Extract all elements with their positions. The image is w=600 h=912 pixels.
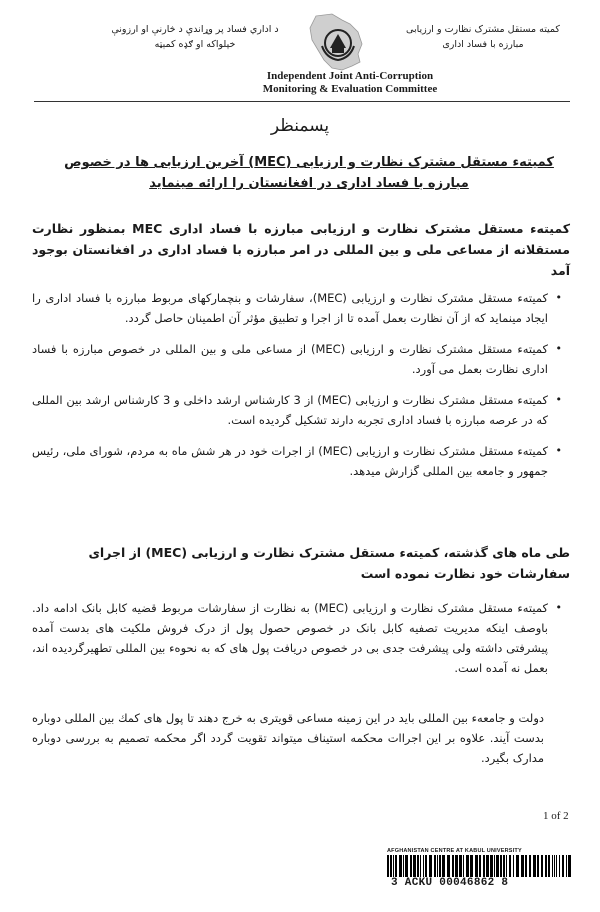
barcode-bar [554, 855, 555, 877]
barcode-bar [423, 855, 424, 877]
barcode-bar [566, 855, 567, 877]
header-dari-committee-name: کمیته مستقل مشترک نظارت و ارزیابی مبارزه با فساد اداری [406, 24, 560, 50]
barcode-bar [434, 855, 436, 877]
barcode-bar [463, 855, 464, 877]
intro-paragraph: کمیتهء مستقل مشترک نظارت و ارزیابی مبارزه با فساد اداری MEC بمنظور نظارت مستقلانه از مساعی ملی و بین المللی در امر مبارزه با فساد اداری در افغانستان بوجود آمد [32, 221, 570, 278]
barcode-bar [548, 855, 550, 877]
closing-paragraph: دولت و جامعهء بین المللی باید در این زمینه مساعی قویتری به خرج دهند تا پول های کمك بین المللی دوباره بدست آیند. علاوه بر این اجراات محکمه استیناف میتواند تقویت گردد اگر محکمه تصمیم به بررسی دوباره مدارک بگیرد. [32, 711, 544, 765]
barcode-bar [395, 855, 397, 877]
barcode-bar [521, 855, 524, 877]
bullet-dot-icon: • [555, 444, 562, 457]
barcode-bar [525, 855, 527, 877]
barcode-bar [516, 855, 519, 877]
header-pashto-committee-name: د اداري فساد پر وړاندې د څارنې او ارزونې خپلواکه او ګډه کمېټه [111, 24, 279, 50]
barcode-bar [506, 855, 507, 877]
barcode-bar [475, 855, 478, 877]
bullet-dot-icon: • [555, 601, 562, 614]
library-stamp-label: AFGHANISTAN CENTRE AT KABUL UNIVERSITY [387, 848, 522, 854]
barcode-number: 3 ACKU 00046862 8 [391, 877, 509, 889]
bullet-dot-icon: • [555, 342, 562, 355]
bullet-list-kabul-bank [32, 598, 562, 689]
barcode-bar [509, 855, 511, 877]
barcode-bar [420, 855, 421, 877]
barcode-bar [503, 855, 505, 877]
page-number: 1 of 2 [543, 810, 569, 822]
barcode-bar [417, 855, 419, 877]
barcode-bar [439, 855, 441, 877]
barcode-bar [459, 855, 462, 877]
barcode-bar [483, 855, 485, 877]
barcode-bar [455, 855, 458, 877]
barcode-bar [500, 855, 502, 877]
barcode-bar [425, 855, 427, 877]
list-item: • کمیتهء مستقل مشترک نظارت و ارزیابی (MEC)، سفارشات و بنچمارکهای مربوط مبارزه با فساد اداری را ایجاد مینماید که از آن نظارت بعمل آمده تا از اجرا و تطبیق مؤثر آن اطمینان حاصل گردد. [32, 288, 562, 328]
section-label-background: پسمنظر [270, 116, 330, 136]
list-item: • کمیتهء مستقل مشترک نظارت و ارزیابی (MEC) از 3 کارشناس ارشد داخلی و 3 کارشناس ارشد بین المللی که در عرصه مبارزه با فساد اداری تجربه دارند تشکیل گردیده است. [32, 390, 562, 430]
organization-name-english: Independent Joint Anti-Corruption Monitoring & Evaluation Committee [262, 70, 438, 95]
barcode-bar [399, 855, 402, 877]
barcode-bar [390, 855, 392, 877]
list-item: • کمیتهء مستقل مشترک نظارت و ارزیابی (MEC) از مساعی ملی و بین المللی در خصوص مبارزه با فساد اداری نظارت بعمل می آورد. [32, 339, 562, 379]
barcode-bar [466, 855, 469, 877]
barcode-bar [479, 855, 481, 877]
section-heading-recent-months: طی ماه های گذشته، کمیتهء مستقل مشترک نظارت و ارزیابی (MEC) از اجرای سفارشات خود نظارت نموده است [88, 545, 570, 581]
barcode-bar [410, 855, 412, 877]
barcode-bar [568, 855, 571, 877]
barcode-icon [387, 855, 573, 877]
header-divider [34, 101, 570, 102]
barcode-bar [545, 855, 547, 877]
barcode-bar [447, 855, 450, 877]
barcode-bar [393, 855, 394, 877]
barcode-bar [494, 855, 495, 877]
barcode-bar [496, 855, 499, 877]
barcode-bar [437, 855, 438, 877]
barcode-bar [513, 855, 514, 877]
barcode-bar [552, 855, 553, 877]
barcode-bar [405, 855, 408, 877]
barcode-bar [452, 855, 454, 877]
barcode-bar [556, 855, 557, 877]
barcode-bar [490, 855, 493, 877]
barcode-bar [470, 855, 473, 877]
list-item: • کمیتهء مستقل مشترک نظارت و ارزیابی (MEC) به نظارت از سفارشات مربوط قضیه کابل بانک ادامه داد. باوصف اینکه مدیریت تصفیه کابل بانک در خصوص حصول پول از درک فروش ملکیت های بدست آمده پیشرفتی داشته ولی پیشرفت جدی بی در خصوص دریافت پول های که به نحوهء بین المللی تطهیرگردیده اند، بعمل نه آمده است. [32, 598, 562, 678]
barcode-bar [537, 855, 539, 877]
bullet-dot-icon: • [555, 291, 562, 304]
barcode-bar [403, 855, 404, 877]
bullet-dot-icon: • [555, 393, 562, 406]
barcode-bar [562, 855, 564, 877]
barcode-bar [429, 855, 432, 877]
barcode-bar [541, 855, 543, 877]
barcode-bar [529, 855, 531, 877]
barcode-bar [559, 855, 560, 877]
barcode-bar [387, 855, 389, 877]
barcode-bar [442, 855, 445, 877]
afghanistan-emblem-icon [302, 10, 374, 76]
bullet-list-mec-role [32, 288, 562, 492]
barcode-bar [413, 855, 416, 877]
document-title: کمیتهء مستقل مشترک نظارت و ارزیابی (MEC) آخرین ارزیابی ها در خصوص مبارزه با فساد اداری در افغانستان را ارائه مینماید [64, 155, 554, 191]
barcode-bar [486, 855, 489, 877]
list-item: • کمیتهء مستقل مشترک نظارت و ارزیابی (MEC) از اجرات خود در هر شش ماه به مردم، شورای ملی، رئیس جمهور و جامعه بین المللی گزارش میدهد. [32, 441, 562, 481]
barcode-bar [533, 855, 536, 877]
